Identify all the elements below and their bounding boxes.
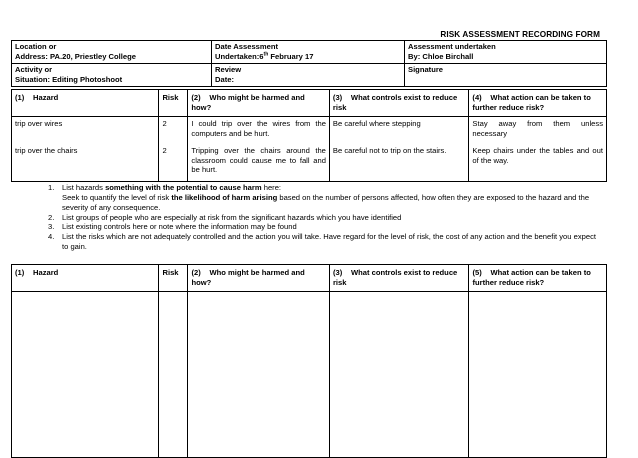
harmed-cell: Tripping over the chairs around the classroom could cause me to fall and be hurt. <box>188 144 330 182</box>
undertaken-suffix: February 17 <box>268 51 314 61</box>
date-assessment-cell <box>212 41 405 64</box>
header-harmed: (2) Who might be harmed and how? <box>188 265 330 292</box>
hazard-cell <box>12 291 159 457</box>
instruction-item: 3. List existing controls here or note where the information may be found <box>48 222 297 232</box>
header-risk: Risk <box>159 90 188 117</box>
risk-cell: 2 <box>159 144 188 182</box>
review-label: Review <box>215 65 242 74</box>
activity-cell <box>12 64 212 87</box>
signature-label: Signature <box>408 65 444 74</box>
date-assessment-label: Date Assessment <box>215 42 279 51</box>
location-cell <box>12 41 212 64</box>
hazard-table-header <box>12 265 607 292</box>
instruction-item: 2. List groups of people who are especially at risk from the significant hazards which you have identified <box>48 212 402 222</box>
hazard-table-filled <box>11 89 607 182</box>
controls-cell <box>329 291 469 457</box>
header-hazard: (1) Hazard <box>12 90 159 117</box>
header-controls: (3) What controls exist to reduce risk <box>329 90 469 117</box>
activity-label: Activity or <box>15 65 53 74</box>
header-action: (4) What action can be taken to further reduce risk? <box>469 90 607 117</box>
header-hazard: (1) Hazard <box>12 265 159 292</box>
action-cell: Keep chairs under the tables and out of the way. <box>469 144 607 182</box>
hazard-cell: trip over the chairs <box>12 144 159 182</box>
address-line: Address: PA.20, Priestley College <box>15 51 136 61</box>
form-title: RISK ASSESSMENT RECORDING FORM <box>440 30 600 39</box>
undertaken-ordinal: th <box>263 51 269 58</box>
header-action: (5) What action can be taken to further reduce risk? <box>469 265 607 292</box>
header-harmed: (2) Who might be harmed and how? <box>188 90 330 117</box>
action-cell <box>469 291 607 457</box>
review-date-label: Date: <box>215 74 234 84</box>
risk-cell <box>159 291 188 457</box>
hazard-table-blank <box>11 264 607 458</box>
signature-cell <box>405 64 607 87</box>
harmed-cell: I could trip over the wires from the computers and be hurt. <box>188 116 330 144</box>
controls-cell: Be careful where stepping <box>329 116 469 144</box>
instruction-item: Seek to quantify the level of risk the likelihood of harm arising based on the number of persons affected, how often they are exposed to the hazard and the severity of any consequence. <box>62 192 590 212</box>
harmed-cell <box>188 291 330 457</box>
assessor-cell <box>405 41 607 64</box>
location-label: Location or <box>15 42 57 51</box>
review-cell <box>212 64 405 87</box>
header-controls: (3) What controls exist to reduce risk <box>329 265 469 292</box>
table-row <box>12 291 607 457</box>
undertaken-date <box>215 52 401 62</box>
action-cell: Stay away from them unless necessary <box>469 116 607 144</box>
controls-cell: Be careful not to trip on the stairs. <box>329 144 469 182</box>
assessment-info-table <box>11 40 607 87</box>
hazard-table-header <box>12 90 607 117</box>
undertaken-prefix: Undertaken:6 <box>215 51 264 61</box>
instruction-item: 1. List hazards something with the potential to cause harm here: <box>48 183 282 192</box>
by-line: By: Chloe Birchall <box>408 51 474 61</box>
instructions-list <box>48 183 603 252</box>
situation-line: Situation: Editing Photoshoot <box>15 74 123 84</box>
header-risk: Risk <box>159 265 188 292</box>
instruction-item: 4. List the risks which are not adequately controlled and the action you will take. Have regard for the level of risk, the cost of any action and the benefit you expect to gain. <box>48 232 596 252</box>
table-row <box>12 116 607 144</box>
table-row <box>12 144 607 182</box>
risk-cell: 2 <box>159 116 188 144</box>
assessment-undertaken-label: Assessment undertaken <box>408 42 496 51</box>
hazard-cell: trip over wires <box>12 116 159 144</box>
